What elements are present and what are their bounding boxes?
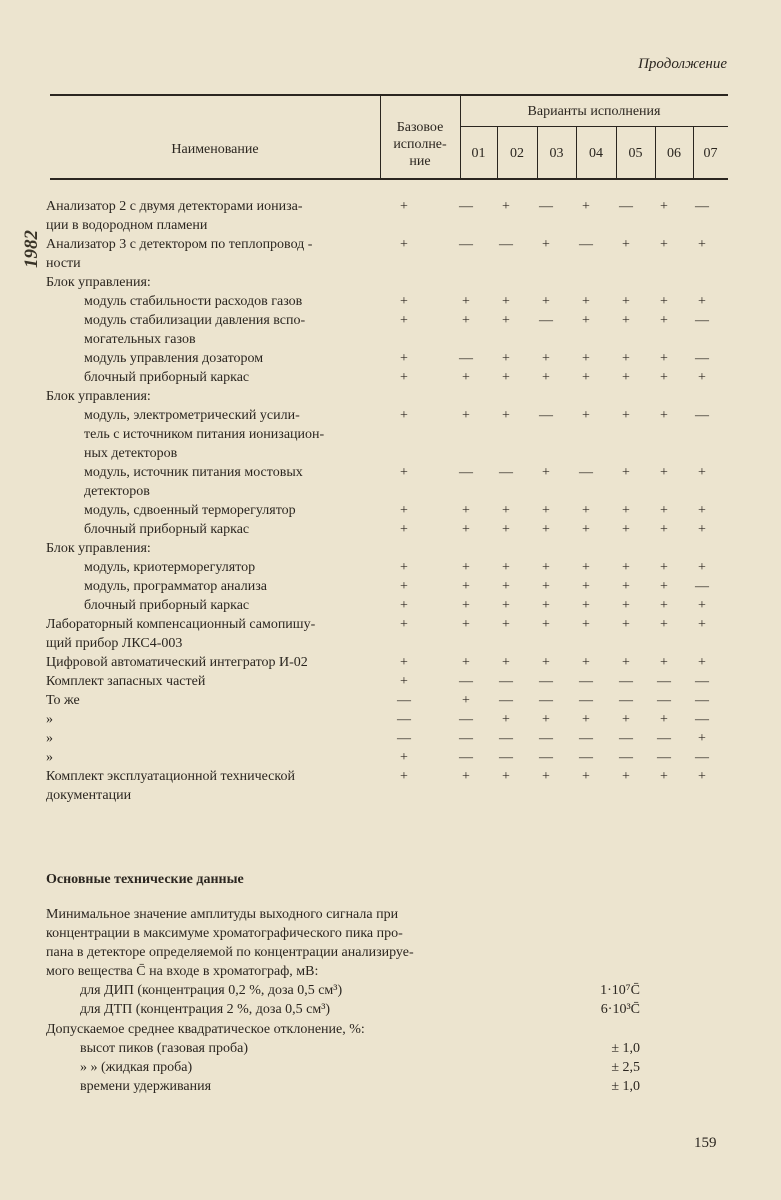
variant-mark: + [622, 294, 630, 309]
item-name: » [46, 712, 53, 727]
table-row [46, 577, 736, 596]
table-row [46, 387, 736, 406]
variant-mark: + [698, 560, 706, 575]
table-header [50, 94, 728, 180]
spec-item-value: ± 1,0 [611, 1079, 640, 1094]
variant-mark: + [502, 769, 510, 784]
variant-mark: + [502, 199, 510, 214]
variant-mark: — [459, 237, 473, 252]
variant-code: 01 [471, 146, 486, 161]
variant-mark: + [542, 712, 550, 727]
section-title: Основные технические данные [46, 872, 244, 887]
table-row [46, 273, 736, 292]
base-mark: + [400, 769, 408, 784]
base-mark: + [400, 408, 408, 423]
variant-mark: + [502, 560, 510, 575]
variant-mark: + [462, 693, 470, 708]
variant-mark: — [619, 750, 633, 765]
base-mark: + [400, 294, 408, 309]
table-row [46, 520, 736, 539]
item-name: Лабораторный компенсационный самопишу- щий прибор ЛКС4-003 [46, 617, 316, 651]
variant-mark: — [695, 712, 709, 727]
item-name: Комплект запасных частей [46, 674, 206, 689]
variant-mark: + [660, 370, 668, 385]
variant-mark: + [698, 731, 706, 746]
variant-mark: + [698, 655, 706, 670]
variant-mark: + [622, 712, 630, 727]
variant-mark: + [502, 712, 510, 727]
variant-mark: + [582, 655, 590, 670]
variant-mark: + [542, 560, 550, 575]
variant-mark: + [582, 598, 590, 613]
variant-mark: + [502, 294, 510, 309]
variant-mark: — [499, 674, 513, 689]
variant-mark: + [542, 237, 550, 252]
variant-mark: + [582, 408, 590, 423]
variant-mark: + [542, 370, 550, 385]
base-mark: + [400, 522, 408, 537]
variant-mark: + [542, 351, 550, 366]
variant-mark: — [657, 693, 671, 708]
item-name: » [46, 750, 53, 765]
variant-mark: + [462, 503, 470, 518]
spec-intro-line: мого вещества C̄ на входе в хроматограф, мВ: [46, 964, 319, 979]
base-mark: + [400, 598, 408, 613]
variant-mark: — [499, 237, 513, 252]
spec-item-label: Допускаемое среднее квадратическое отклонение, %: [46, 1022, 365, 1037]
variant-mark: + [502, 579, 510, 594]
item-name: Комплект эксплуатационной технической документации [46, 769, 295, 803]
variant-mark: + [462, 598, 470, 613]
variant-mark: + [698, 617, 706, 632]
spec-item-value: ± 2,5 [611, 1060, 640, 1075]
spec-item-value: 6·10³C̄ [600, 1002, 640, 1017]
variant-mark: + [660, 408, 668, 423]
variant-mark: + [622, 503, 630, 518]
variant-mark: + [542, 294, 550, 309]
variant-mark: + [502, 598, 510, 613]
item-name: Анализатор 2 с двумя детекторами иониза- ции в водородном пламени [46, 199, 303, 233]
base-mark: + [400, 579, 408, 594]
table-row [46, 558, 736, 577]
variant-mark: + [462, 655, 470, 670]
spec-intro-line: пана в детекторе определяемой по концентрации анализируе- [46, 945, 414, 960]
table-row [46, 349, 736, 368]
variant-mark: + [698, 370, 706, 385]
spec-item-label: » » (жидкая проба) [80, 1060, 193, 1075]
item-name: модуль, электрометрический усили- тель с источником питания ионизацион- ных детекторов [84, 408, 325, 461]
variant-mark: — [695, 408, 709, 423]
variant-mark: + [462, 294, 470, 309]
variant-mark: — [539, 313, 553, 328]
item-name: модуль управления дозатором [84, 351, 264, 366]
variant-mark: — [539, 750, 553, 765]
item-name: модуль, криотерморегулятор [84, 560, 256, 575]
variant-mark: + [660, 655, 668, 670]
spec-item-value: ± 1,0 [611, 1041, 640, 1056]
variant-mark: + [462, 579, 470, 594]
handwritten-year-note: 1982 [21, 230, 42, 268]
variant-mark: + [462, 408, 470, 423]
variant-mark: + [462, 522, 470, 537]
item-name: Цифровой автоматический интегратор И-02 [46, 655, 308, 670]
variant-mark: + [542, 522, 550, 537]
base-mark: + [400, 370, 408, 385]
variant-mark: + [582, 560, 590, 575]
variant-mark: + [622, 655, 630, 670]
variant-code: 07 [703, 146, 718, 161]
variant-mark: + [698, 237, 706, 252]
spec-item-label: высот пиков (газовая проба) [80, 1041, 248, 1056]
page-number: 159 [694, 1135, 717, 1151]
variant-mark: — [539, 693, 553, 708]
variant-mark: + [582, 617, 590, 632]
variant-mark: + [462, 769, 470, 784]
variant-mark: — [499, 731, 513, 746]
table-row [46, 406, 736, 463]
base-mark: + [400, 750, 408, 765]
variant-mark: + [660, 294, 668, 309]
spec-item-label: для ДТП (концентрация 2 %, доза 0,5 см³) [80, 1002, 331, 1017]
variant-mark: + [582, 712, 590, 727]
column-header-base: Базовое исполне- ние [393, 120, 447, 169]
variant-code: 06 [667, 146, 681, 161]
spec-item-value: 1·10⁷C̄ [600, 983, 640, 998]
variant-mark: — [619, 693, 633, 708]
continuation-note: Продолжение [638, 56, 727, 72]
base-mark: + [400, 199, 408, 214]
variant-mark: + [582, 522, 590, 537]
variant-mark: + [462, 617, 470, 632]
variant-mark: + [698, 769, 706, 784]
item-name: модуль стабильности расходов газов [84, 294, 303, 309]
variant-mark: — [499, 465, 513, 480]
variant-mark: + [502, 655, 510, 670]
base-mark: + [400, 465, 408, 480]
item-name: Блок управления: [46, 275, 151, 290]
variant-mark: — [459, 674, 473, 689]
variant-mark: + [622, 465, 630, 480]
spec-item-label: для ДИП (концентрация 0,2 %, доза 0,5 см³) [80, 983, 343, 998]
variant-code: 04 [589, 146, 603, 161]
variant-mark: + [542, 465, 550, 480]
variant-mark: + [502, 351, 510, 366]
variant-mark: + [502, 503, 510, 518]
variant-mark: — [539, 199, 553, 214]
variant-mark: + [622, 769, 630, 784]
table-row [46, 292, 736, 311]
column-header-name: Наименование [171, 142, 259, 157]
item-name: блочный приборный каркас [84, 370, 250, 385]
variant-mark: — [695, 351, 709, 366]
base-mark: + [400, 351, 408, 366]
column-header-variants: Варианты исполнения [527, 104, 661, 119]
item-name: Анализатор 3 с детектором по теплопровод - ности [46, 237, 313, 271]
item-name: Блок управления: [46, 541, 151, 556]
variant-mark: — [695, 750, 709, 765]
variant-mark: + [660, 769, 668, 784]
variant-mark: + [622, 408, 630, 423]
variant-mark: — [657, 674, 671, 689]
table-row [46, 691, 736, 710]
table-row [46, 672, 736, 691]
variant-mark: + [660, 503, 668, 518]
variant-mark: + [660, 465, 668, 480]
variant-mark: — [657, 731, 671, 746]
table-row [46, 710, 736, 729]
variant-mark: — [459, 731, 473, 746]
variant-mark: + [622, 579, 630, 594]
table-row [46, 729, 736, 748]
variant-mark: — [459, 199, 473, 214]
base-mark: + [400, 503, 408, 518]
table-row [46, 539, 736, 558]
variant-mark: — [695, 674, 709, 689]
base-mark: — [397, 712, 411, 727]
variant-mark: + [660, 237, 668, 252]
item-name: блочный приборный каркас [84, 598, 250, 613]
item-name: модуль, сдвоенный терморегулятор [84, 503, 296, 518]
base-mark: + [400, 674, 408, 689]
spec-intro-line: Минимальное значение амплитуды выходного сигнала при [46, 907, 399, 922]
variant-mark: — [695, 313, 709, 328]
variant-mark: — [459, 750, 473, 765]
variant-mark: + [582, 370, 590, 385]
variant-mark: + [582, 351, 590, 366]
variant-mark: + [502, 408, 510, 423]
variant-mark: + [698, 503, 706, 518]
variant-mark: + [582, 579, 590, 594]
variant-mark: + [660, 712, 668, 727]
variant-mark: — [619, 674, 633, 689]
variant-mark: + [462, 370, 470, 385]
table-row [46, 311, 736, 349]
variant-mark: + [660, 522, 668, 537]
variant-mark: — [579, 731, 593, 746]
variant-mark: + [660, 351, 668, 366]
variant-mark: + [502, 313, 510, 328]
variant-code: 03 [549, 146, 564, 161]
variant-mark: + [622, 351, 630, 366]
item-name: блочный приборный каркас [84, 522, 250, 537]
variant-mark: + [660, 598, 668, 613]
variant-mark: + [660, 199, 668, 214]
base-mark: + [400, 313, 408, 328]
table-row [46, 501, 736, 520]
variant-mark: + [622, 560, 630, 575]
variant-mark: + [698, 294, 706, 309]
table-row [46, 653, 736, 672]
table-row [46, 748, 736, 767]
base-mark: + [400, 237, 408, 252]
variant-mark: + [582, 199, 590, 214]
variant-mark: + [622, 598, 630, 613]
spec-intro-line: концентрации в максимуме хроматографического пика про- [46, 926, 403, 941]
table-row [46, 235, 736, 273]
item-name: Блок управления: [46, 389, 151, 404]
table-row [46, 197, 736, 235]
item-name: » [46, 731, 53, 746]
variant-mark: + [622, 313, 630, 328]
variant-mark: + [698, 522, 706, 537]
variant-mark: — [459, 712, 473, 727]
variant-mark: + [462, 560, 470, 575]
variant-mark: + [542, 769, 550, 784]
variant-mark: + [622, 522, 630, 537]
base-mark: + [400, 655, 408, 670]
variant-mark: — [539, 408, 553, 423]
variant-mark: + [582, 503, 590, 518]
variant-mark: + [660, 313, 668, 328]
variant-mark: — [579, 693, 593, 708]
variant-mark: + [660, 560, 668, 575]
variant-mark: — [695, 199, 709, 214]
table-row [46, 596, 736, 615]
variant-mark: + [698, 598, 706, 613]
variant-mark: — [619, 731, 633, 746]
variant-mark: + [542, 655, 550, 670]
variant-mark: + [660, 617, 668, 632]
variant-mark: — [619, 199, 633, 214]
variant-mark: — [539, 674, 553, 689]
variant-mark: — [459, 465, 473, 480]
base-mark: — [397, 731, 411, 746]
variant-mark: + [502, 522, 510, 537]
variant-mark: + [622, 237, 630, 252]
table-row [46, 368, 736, 387]
variant-mark: — [657, 750, 671, 765]
table-row [46, 615, 736, 653]
variant-mark: + [582, 294, 590, 309]
variant-mark: + [542, 598, 550, 613]
variant-mark: + [542, 617, 550, 632]
variant-mark: + [502, 617, 510, 632]
table-row [46, 767, 736, 805]
variant-mark: + [542, 579, 550, 594]
variant-mark: — [499, 750, 513, 765]
variant-mark: — [459, 351, 473, 366]
variant-mark: — [579, 750, 593, 765]
variant-mark: + [622, 617, 630, 632]
item-name: То же [46, 693, 80, 708]
base-mark: + [400, 560, 408, 575]
variant-mark: + [582, 313, 590, 328]
variant-code: 05 [628, 146, 643, 161]
variant-mark: + [698, 465, 706, 480]
variant-mark: + [502, 370, 510, 385]
table-row [46, 463, 736, 501]
base-mark: — [397, 693, 411, 708]
base-mark: + [400, 617, 408, 632]
item-name: модуль стабилизации давления вспо- могательных газов [84, 313, 306, 347]
variant-mark: — [579, 237, 593, 252]
variant-mark: + [542, 503, 550, 518]
variant-mark: — [579, 674, 593, 689]
variant-mark: — [579, 465, 593, 480]
variant-mark: — [539, 731, 553, 746]
variant-mark: — [695, 579, 709, 594]
variant-mark: — [499, 693, 513, 708]
variant-mark: — [695, 693, 709, 708]
item-name: модуль, источник питания мостовых детекторов [84, 465, 303, 499]
variant-mark: + [660, 579, 668, 594]
variant-mark: + [622, 370, 630, 385]
item-name: модуль, программатор анализа [84, 579, 267, 594]
spec-item-label: времени удерживания [80, 1079, 212, 1094]
variant-mark: + [462, 313, 470, 328]
variant-code: 02 [510, 146, 524, 161]
variant-mark: + [582, 769, 590, 784]
